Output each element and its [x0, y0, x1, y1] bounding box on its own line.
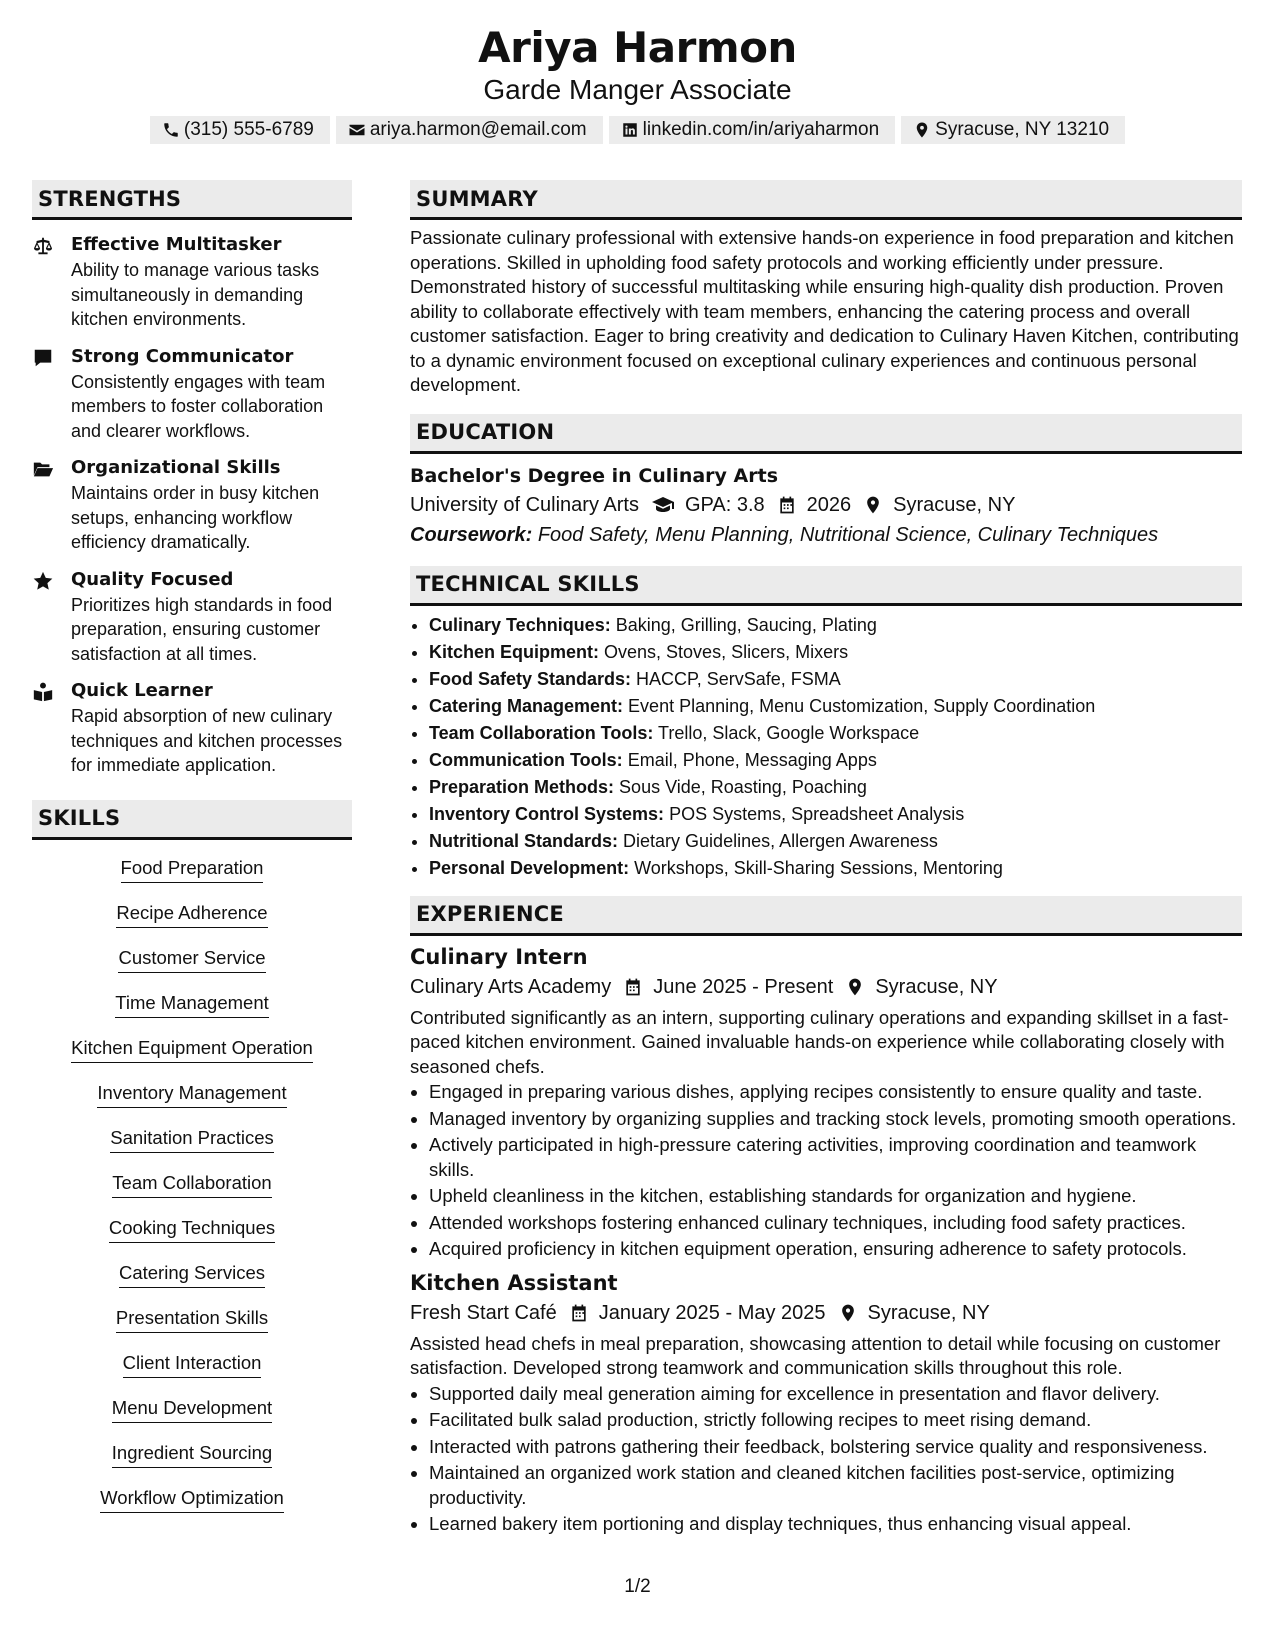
- education-meta: [410, 490, 1242, 520]
- summary-text: Passionate culinary professional with extensive hands-on experience in food preparation and kitchen operations. Skilled in upholding food safety protocols and working efficiently under pressure. Demonstrated history of successful multitasking while ensuring high-quality dish production. Proven ability to collaborate effectively with team members, enhancing the catering process and overall customer satisfaction. Eager to bring creativity and dedication to Culinary Haven Kitchen, contributing to a dynamic environment focused on exceptional culinary experiences and continuous personal development.: [410, 227, 1239, 395]
- strength-desc: Ability to manage various tasks simultaneously in demanding kitchen environments.: [71, 260, 320, 329]
- strengths-heading: STRENGTHS: [32, 180, 352, 220]
- strength-title: Quick Learner: [71, 680, 213, 701]
- strength-title: Strong Communicator: [71, 345, 294, 367]
- skill-tag: Catering Services: [119, 1259, 265, 1288]
- strength-item: [32, 455, 352, 555]
- tech-skill-value: Baking, Grilling, Saucing, Plating: [615, 614, 877, 635]
- job-dates: June 2025 - Present: [653, 975, 834, 998]
- list-item: • Maintained an organized work station and cleaned kitchen facilities post-service, optimizing productivity.: [429, 1461, 1242, 1510]
- technical-skills-heading: TECHNICAL SKILLS: [410, 566, 1242, 606]
- tech-skill-value: Email, Phone, Messaging Apps: [627, 749, 877, 770]
- right-column: [410, 180, 1242, 1539]
- list-item: [429, 666, 1242, 693]
- strength-desc: Rapid absorption of new culinary techniques and kitchen processes for immediate application.: [71, 706, 343, 775]
- list-item: [429, 801, 1242, 828]
- education-location: Syracuse, NY: [893, 493, 1016, 516]
- tech-skill-label: Personal Development:: [429, 857, 630, 878]
- tech-skill-label: Preparation Methods:: [429, 776, 615, 797]
- job-description: Contributed significantly as an intern, supporting culinary operations and expanding skillset in a fast-paced kitchen environment. Gained invaluable hands-on experience while collaborating closely with seasoned chefs.: [410, 1006, 1229, 1077]
- left-column: [32, 180, 352, 1529]
- contact-linkedin-text: linkedin.com/in/ariyaharmon: [642, 119, 880, 140]
- experience-heading: EXPERIENCE: [410, 896, 1242, 936]
- star-icon: [32, 570, 54, 592]
- skill-tag: Cooking Techniques: [109, 1214, 275, 1243]
- graduation-year: 2026: [806, 493, 852, 516]
- skill-tag: Presentation Skills: [116, 1304, 268, 1333]
- contact-phone[interactable]: [150, 116, 330, 144]
- list-item: [429, 612, 1242, 639]
- phone-icon: [162, 121, 180, 139]
- strength-desc: Consistently engages with team members to foster collaboration and clearer workflows.: [71, 371, 326, 441]
- tech-skill-label: Inventory Control Systems:: [429, 803, 665, 824]
- comment-icon: [32, 347, 54, 369]
- list-item: [429, 855, 1242, 882]
- list-item: • Actively participated in high-pressure catering activities, improving coordination and teamwork skills.: [429, 1133, 1242, 1182]
- list-item: [429, 828, 1242, 855]
- skill-tag: Food Preparation: [121, 854, 264, 883]
- job-meta: [410, 972, 1242, 1002]
- skill-tag: Sanitation Practices: [110, 1124, 274, 1153]
- coursework-line: [410, 520, 1242, 550]
- calendar-icon: [777, 495, 797, 515]
- list-item: • Supported daily meal generation aiming for excellence in presentation and flavor delivery.: [429, 1382, 1242, 1407]
- tech-skill-value: Trello, Slack, Google Workspace: [658, 722, 920, 743]
- strength-item: [32, 232, 352, 332]
- list-item: [429, 747, 1242, 774]
- contact-email[interactable]: [336, 116, 603, 144]
- tech-skill-value: Event Planning, Menu Customization, Supply Coordination: [628, 695, 1096, 716]
- skills-heading: SKILLS: [32, 800, 352, 840]
- calendar-icon: [569, 1303, 589, 1323]
- skill-tag: Kitchen Equipment Operation: [71, 1034, 313, 1063]
- contact-email-text: ariya.harmon@email.com: [369, 119, 587, 140]
- strength-title: Organizational Skills: [71, 457, 281, 478]
- contact-phone-text: (315) 555-6789: [183, 119, 314, 140]
- gpa-value: GPA: 3.8: [684, 493, 765, 516]
- strength-title: Quality Focused: [71, 568, 234, 590]
- degree-title: Bachelor's Degree in Culinary Arts: [410, 464, 779, 487]
- skill-tag: Time Management: [115, 989, 269, 1018]
- list-item: • Managed inventory by organizing supplies and tracking stock levels, promoting smooth operations.: [429, 1107, 1242, 1132]
- list-item: • Facilitated bulk salad production, strictly following recipes to meet rising demand.: [429, 1408, 1242, 1433]
- education-heading: EDUCATION: [410, 414, 1242, 454]
- job-entry: [410, 942, 1242, 1262]
- company-name: Fresh Start Café: [410, 1301, 557, 1324]
- coursework-label: Coursework:: [410, 523, 533, 546]
- strength-item: [32, 344, 352, 444]
- tech-skill-label: Communication Tools:: [429, 749, 623, 770]
- contact-location-text: Syracuse, NY 13210: [935, 119, 1110, 140]
- tech-skill-value: Workshops, Skill-Sharing Sessions, Mentoring: [634, 857, 1003, 878]
- skill-tag: Ingredient Sourcing: [112, 1439, 272, 1468]
- graduation-cap-icon: [651, 493, 675, 517]
- company-name: Culinary Arts Academy: [410, 975, 612, 998]
- calendar-icon: [623, 977, 643, 997]
- list-item: [429, 720, 1242, 747]
- job-meta: [410, 1298, 1242, 1328]
- strength-item: [32, 567, 352, 667]
- tech-skill-label: Food Safety Standards:: [429, 668, 632, 689]
- book-reader-icon: [32, 681, 54, 703]
- skills-list: [32, 854, 352, 1529]
- skill-tag: Recipe Adherence: [116, 899, 267, 928]
- tech-skill-label: Team Collaboration Tools:: [429, 722, 654, 743]
- resume-header: [0, 22, 1275, 144]
- map-marker-icon: [863, 495, 883, 515]
- strength-desc: Prioritizes high standards in food preparation, ensuring customer satisfaction at all times.: [71, 594, 333, 664]
- tech-skill-value: HACCP, ServSafe, FSMA: [636, 668, 841, 689]
- job-title: Kitchen Assistant: [410, 1270, 618, 1295]
- job-bullets: [410, 1080, 1242, 1262]
- school-name: University of Culinary Arts: [410, 493, 639, 516]
- list-item: [429, 639, 1242, 666]
- tech-skill-value: Ovens, Stoves, Slicers, Mixers: [604, 641, 849, 662]
- coursework-list: Food Safety, Menu Planning, Nutritional Science, Culinary Techniques: [537, 523, 1159, 546]
- candidate-title: Garde Manger Associate: [483, 74, 792, 105]
- candidate-name: Ariya Harmon: [478, 23, 797, 72]
- list-item: • Upheld cleanliness in the kitchen, establishing standards for organization and hygiene.: [429, 1184, 1242, 1209]
- tech-skill-label: Kitchen Equipment:: [429, 641, 599, 662]
- list-item: [429, 774, 1242, 801]
- job-dates: January 2025 - May 2025: [598, 1301, 826, 1324]
- list-item: • Attended workshops fostering enhanced culinary techniques, including food safety practices.: [429, 1211, 1242, 1236]
- tech-skill-value: Sous Vide, Roasting, Poaching: [619, 776, 867, 797]
- skill-tag: Menu Development: [112, 1394, 272, 1423]
- skill-tag: Client Interaction: [123, 1349, 262, 1378]
- tech-skill-label: Nutritional Standards:: [429, 830, 619, 851]
- job-entry: [410, 1268, 1242, 1537]
- contact-linkedin[interactable]: [609, 116, 896, 144]
- job-description: Assisted head chefs in meal preparation, showcasing attention to detail while focusing on customer satisfaction. Developed strong teamwork and communication skills throughout this role.: [410, 1332, 1221, 1378]
- contact-location: [901, 116, 1125, 144]
- strength-desc: Maintains order in busy kitchen setups, enhancing workflow efficiency dramatically.: [71, 483, 320, 552]
- job-location: Syracuse, NY: [867, 1301, 990, 1324]
- balance-scale-icon: [32, 235, 54, 257]
- contact-bar: [0, 116, 1275, 144]
- skill-tag: Customer Service: [118, 944, 265, 973]
- summary-heading: SUMMARY: [410, 180, 1242, 220]
- skill-tag: Inventory Management: [97, 1079, 286, 1108]
- list-item: • Learned bakery item portioning and display techniques, thus enhancing visual appeal.: [429, 1512, 1242, 1537]
- technical-skills-list: [410, 612, 1242, 882]
- skill-tag: Workflow Optimization: [100, 1484, 284, 1513]
- tech-skill-value: POS Systems, Spreadsheet Analysis: [669, 803, 965, 824]
- job-location: Syracuse, NY: [875, 975, 998, 998]
- tech-skill-label: Culinary Techniques:: [429, 614, 611, 635]
- list-item: [429, 693, 1242, 720]
- page-number: 1/2: [624, 1576, 651, 1597]
- list-item: • Interacted with patrons gathering their feedback, bolstering service quality and responsiveness.: [429, 1435, 1242, 1460]
- list-item: • Engaged in preparing various dishes, applying recipes consistently to ensure quality and taste.: [429, 1080, 1242, 1105]
- tech-skill-label: Catering Management:: [429, 695, 624, 716]
- list-item: • Acquired proficiency in kitchen equipment operation, ensuring adherence to safety protocols.: [429, 1237, 1242, 1262]
- strength-item: [32, 678, 352, 778]
- strength-title: Effective Multitasker: [71, 234, 282, 255]
- map-marker-icon: [913, 121, 931, 139]
- map-marker-icon: [845, 977, 865, 997]
- job-title: Culinary Intern: [410, 944, 588, 969]
- folder-open-icon: [32, 458, 54, 480]
- job-bullets: [410, 1382, 1242, 1537]
- tech-skill-value: Dietary Guidelines, Allergen Awareness: [623, 830, 938, 851]
- map-marker-icon: [838, 1303, 858, 1323]
- linkedin-icon: [621, 121, 639, 139]
- skill-tag: Team Collaboration: [112, 1169, 271, 1198]
- envelope-icon: [348, 121, 366, 139]
